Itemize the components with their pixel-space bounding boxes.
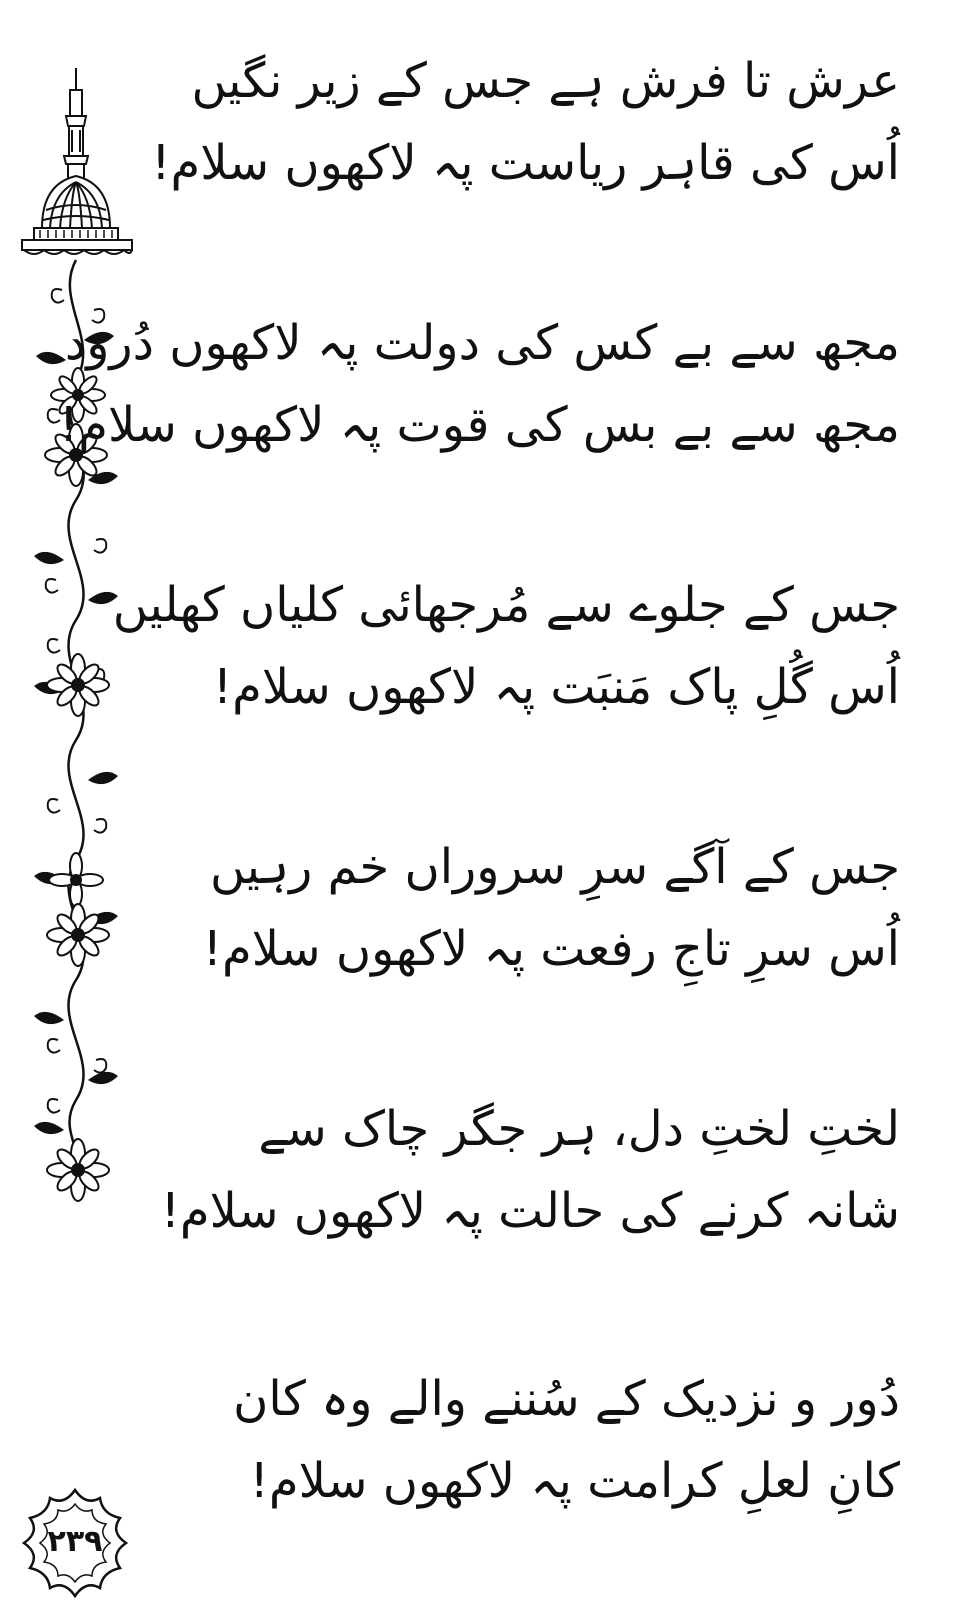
verse-line: لختِ لختِ دل، ہر جگر چاک سے — [258, 1101, 900, 1157]
stanza-1 — [151, 40, 900, 204]
verse-line: کانِ لعلِ کرامت پہ لاکھوں سلام! — [249, 1453, 900, 1509]
verse-line: شانہ کرنے کی حالت پہ لاکھوں سلام! — [160, 1183, 900, 1239]
verse-line: مجھ سے بے کس کی دولت پہ لاکھوں دُرود — [64, 315, 900, 371]
verse-line: اُس کی قاہر ریاست پہ لاکھوں سلام! — [151, 135, 900, 191]
verse-line: عرش تا فرش ہے جس کے زیر نگیں — [191, 53, 900, 109]
stanza-4 — [202, 826, 900, 990]
stanza-5 — [160, 1088, 900, 1252]
stanza-3 — [112, 564, 900, 728]
page-number: ٢٣٩ — [47, 1524, 103, 1559]
stanza-2 — [59, 302, 900, 466]
verse-line: اُس گُلِ پاک مَنبَت پہ لاکھوں سلام! — [212, 659, 900, 715]
verse-line: جس کے جلوے سے مُرجھائی کلیاں کھلیں — [112, 577, 900, 633]
verse-line: اُس سرِ تاجِ رفعت پہ لاکھوں سلام! — [202, 921, 900, 977]
verse-line: جس کے آگے سرِ سروراں خم رہیں — [210, 839, 900, 895]
verse-line: مجھ سے بے بس کی قوت پہ لاکھوں سلام! — [59, 397, 900, 453]
stanza-6 — [220, 1358, 900, 1522]
verse-line: دُور و نزدیک کے سُننے والے وہ کان — [233, 1371, 900, 1427]
